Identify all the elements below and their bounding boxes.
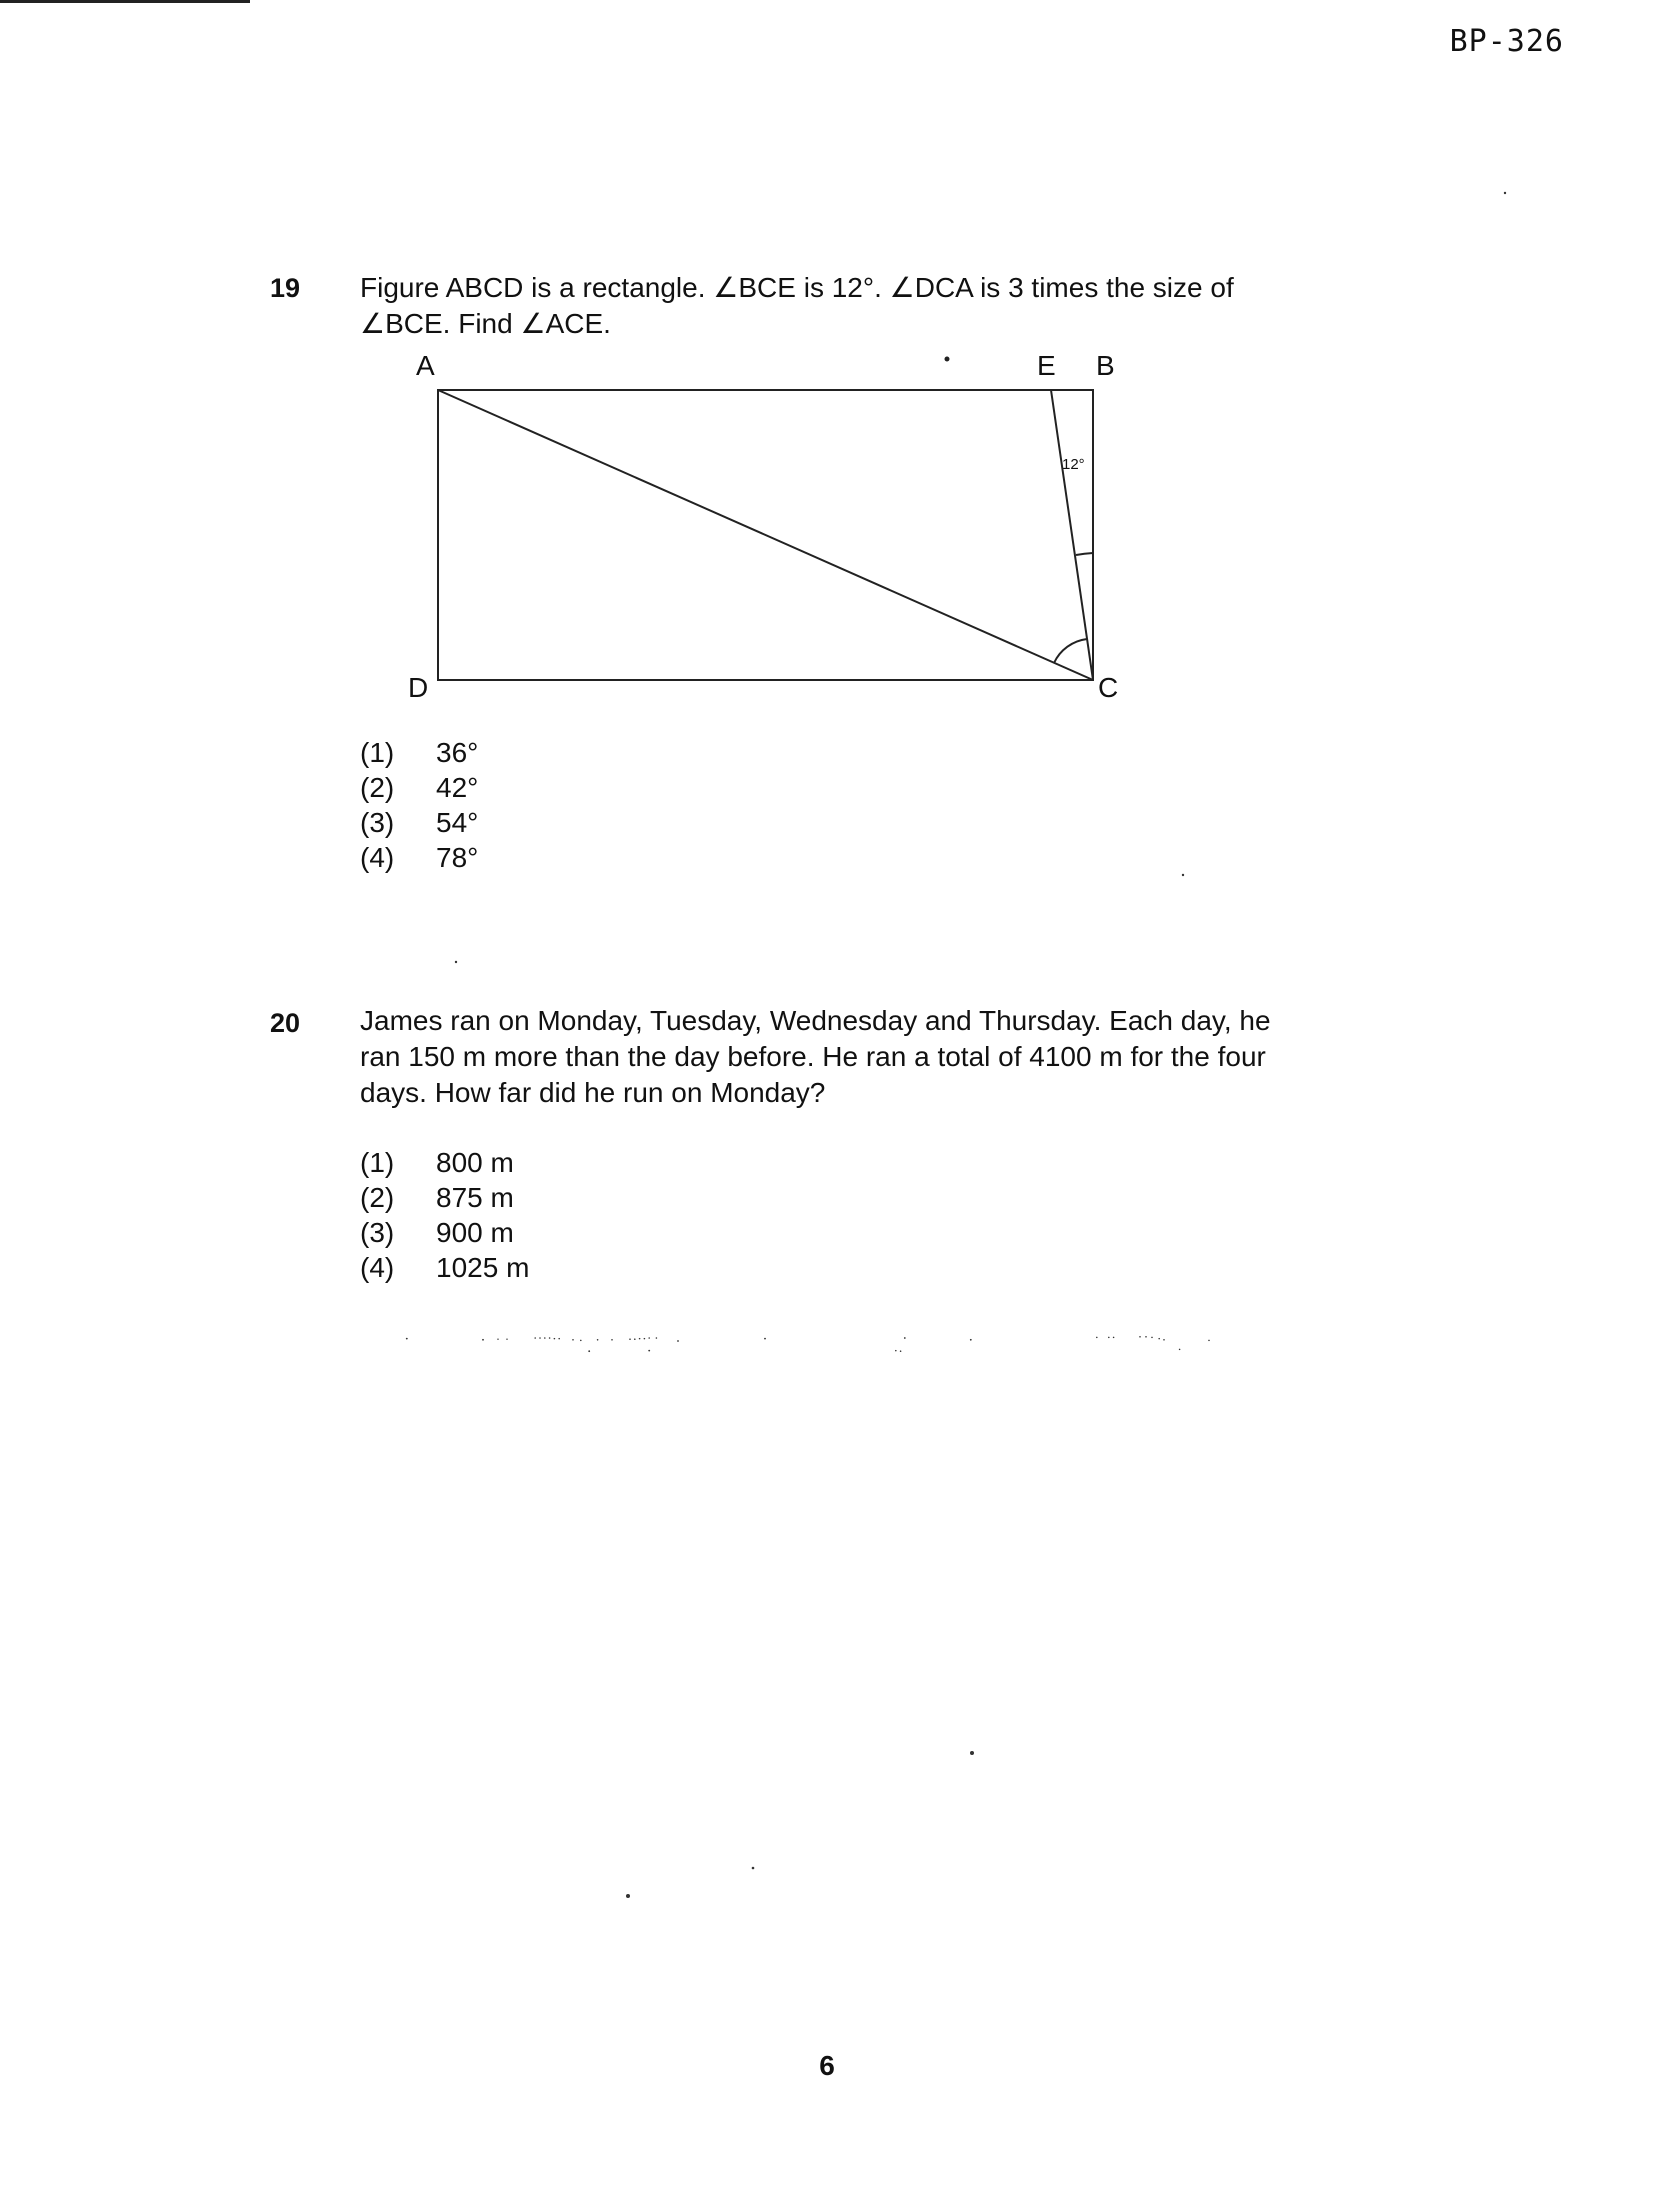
question-20-text-line-2: ran 150 m more than the day before. He ran a total of 4100 m for the four [360, 1041, 1266, 1072]
option-value: 78° [436, 842, 479, 873]
label-d: D [408, 672, 429, 703]
option-number: (3) [360, 807, 395, 838]
option-number: (4) [360, 1252, 395, 1283]
document-code: BP-326 [1449, 24, 1564, 59]
question-20-text-line-3: days. How far did he run on Monday? [360, 1077, 826, 1108]
option-value: 1025 m [436, 1252, 530, 1283]
option-value: 900 m [436, 1217, 514, 1248]
option-number: (1) [360, 737, 395, 768]
angle-label-12: 12° [1062, 456, 1085, 473]
option-value: 875 m [436, 1182, 514, 1213]
option-value: 800 m [436, 1147, 514, 1178]
option-number: (2) [360, 1182, 395, 1213]
question-20-number: 20 [270, 1008, 301, 1038]
question-19-text-line-1: Figure ABCD is a rectangle. ∠BCE is 12°. ∠DCA is 3 times the size of [360, 272, 1234, 303]
option-number: (4) [360, 842, 395, 873]
question-19-number: 19 [270, 273, 301, 303]
option-value: 36° [436, 737, 479, 768]
label-b: B [1096, 350, 1115, 381]
option-value: 54° [436, 807, 479, 838]
question-19-text-line-2: ∠BCE. Find ∠ACE. [360, 308, 611, 339]
label-a: A [416, 350, 435, 381]
page-number: 6 [819, 2050, 835, 2081]
question-20-text-line-1: James ran on Monday, Tuesday, Wednesday and Thursday. Each day, he [360, 1005, 1271, 1036]
option-number: (2) [360, 772, 395, 803]
option-value: 42° [436, 772, 479, 803]
label-e: E [1037, 350, 1056, 381]
option-number: (1) [360, 1147, 395, 1178]
option-number: (3) [360, 1217, 395, 1248]
label-c: C [1098, 672, 1119, 703]
